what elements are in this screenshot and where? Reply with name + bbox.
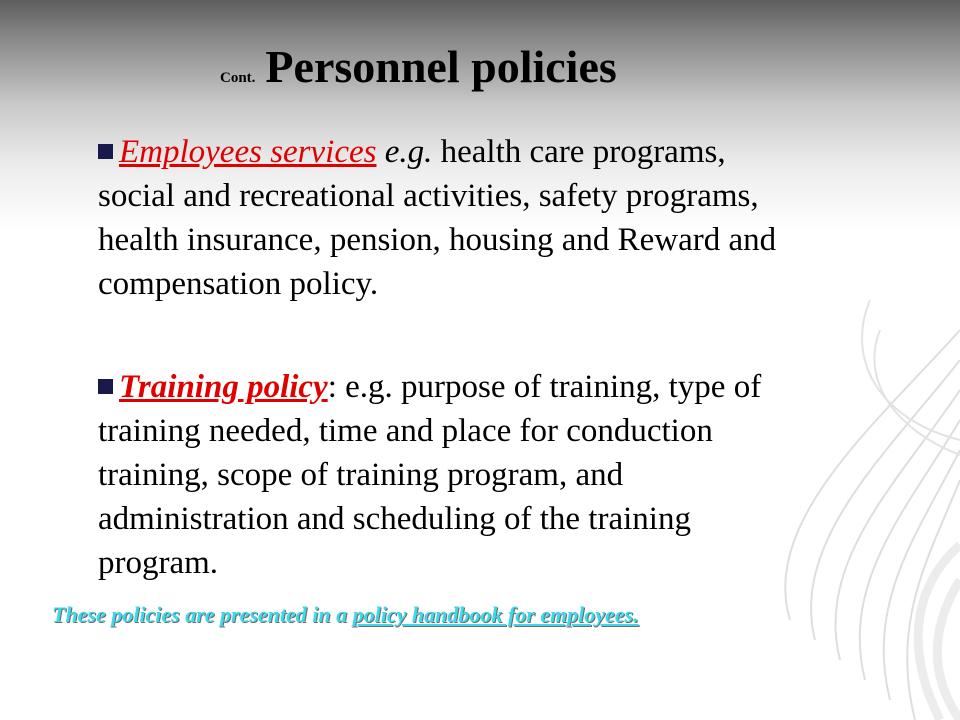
bullet-term: Employees services — [119, 134, 377, 170]
bullet-square-icon — [98, 379, 113, 394]
footer-note — [52, 602, 639, 628]
bullet-term: Training policy — [119, 369, 328, 405]
bullet-text: e.g. purpose of training, type of training needed, time and place for conduction training, scope of training program, and administration and scheduling of the training program. — [98, 369, 762, 581]
bullet-employees-services — [98, 130, 778, 306]
title-prefix: Cont. — [220, 70, 256, 86]
bullet-separator — [376, 134, 384, 170]
title-main: Personnel policies — [265, 41, 617, 92]
footer-link[interactable]: policy handbook for employees. — [352, 602, 639, 627]
bullet-square-icon — [98, 144, 113, 159]
bullet-training-policy — [98, 365, 778, 585]
bullet-lead: e.g. — [384, 134, 433, 170]
slide-title — [220, 40, 617, 93]
bullet-text: health care programs, social and recreational activities, safety programs, health insurance, pension, housing and Reward and compensation policy. — [98, 134, 777, 302]
footer-text: These policies are presented in a — [52, 602, 353, 627]
bullet-separator: : — [327, 369, 346, 405]
